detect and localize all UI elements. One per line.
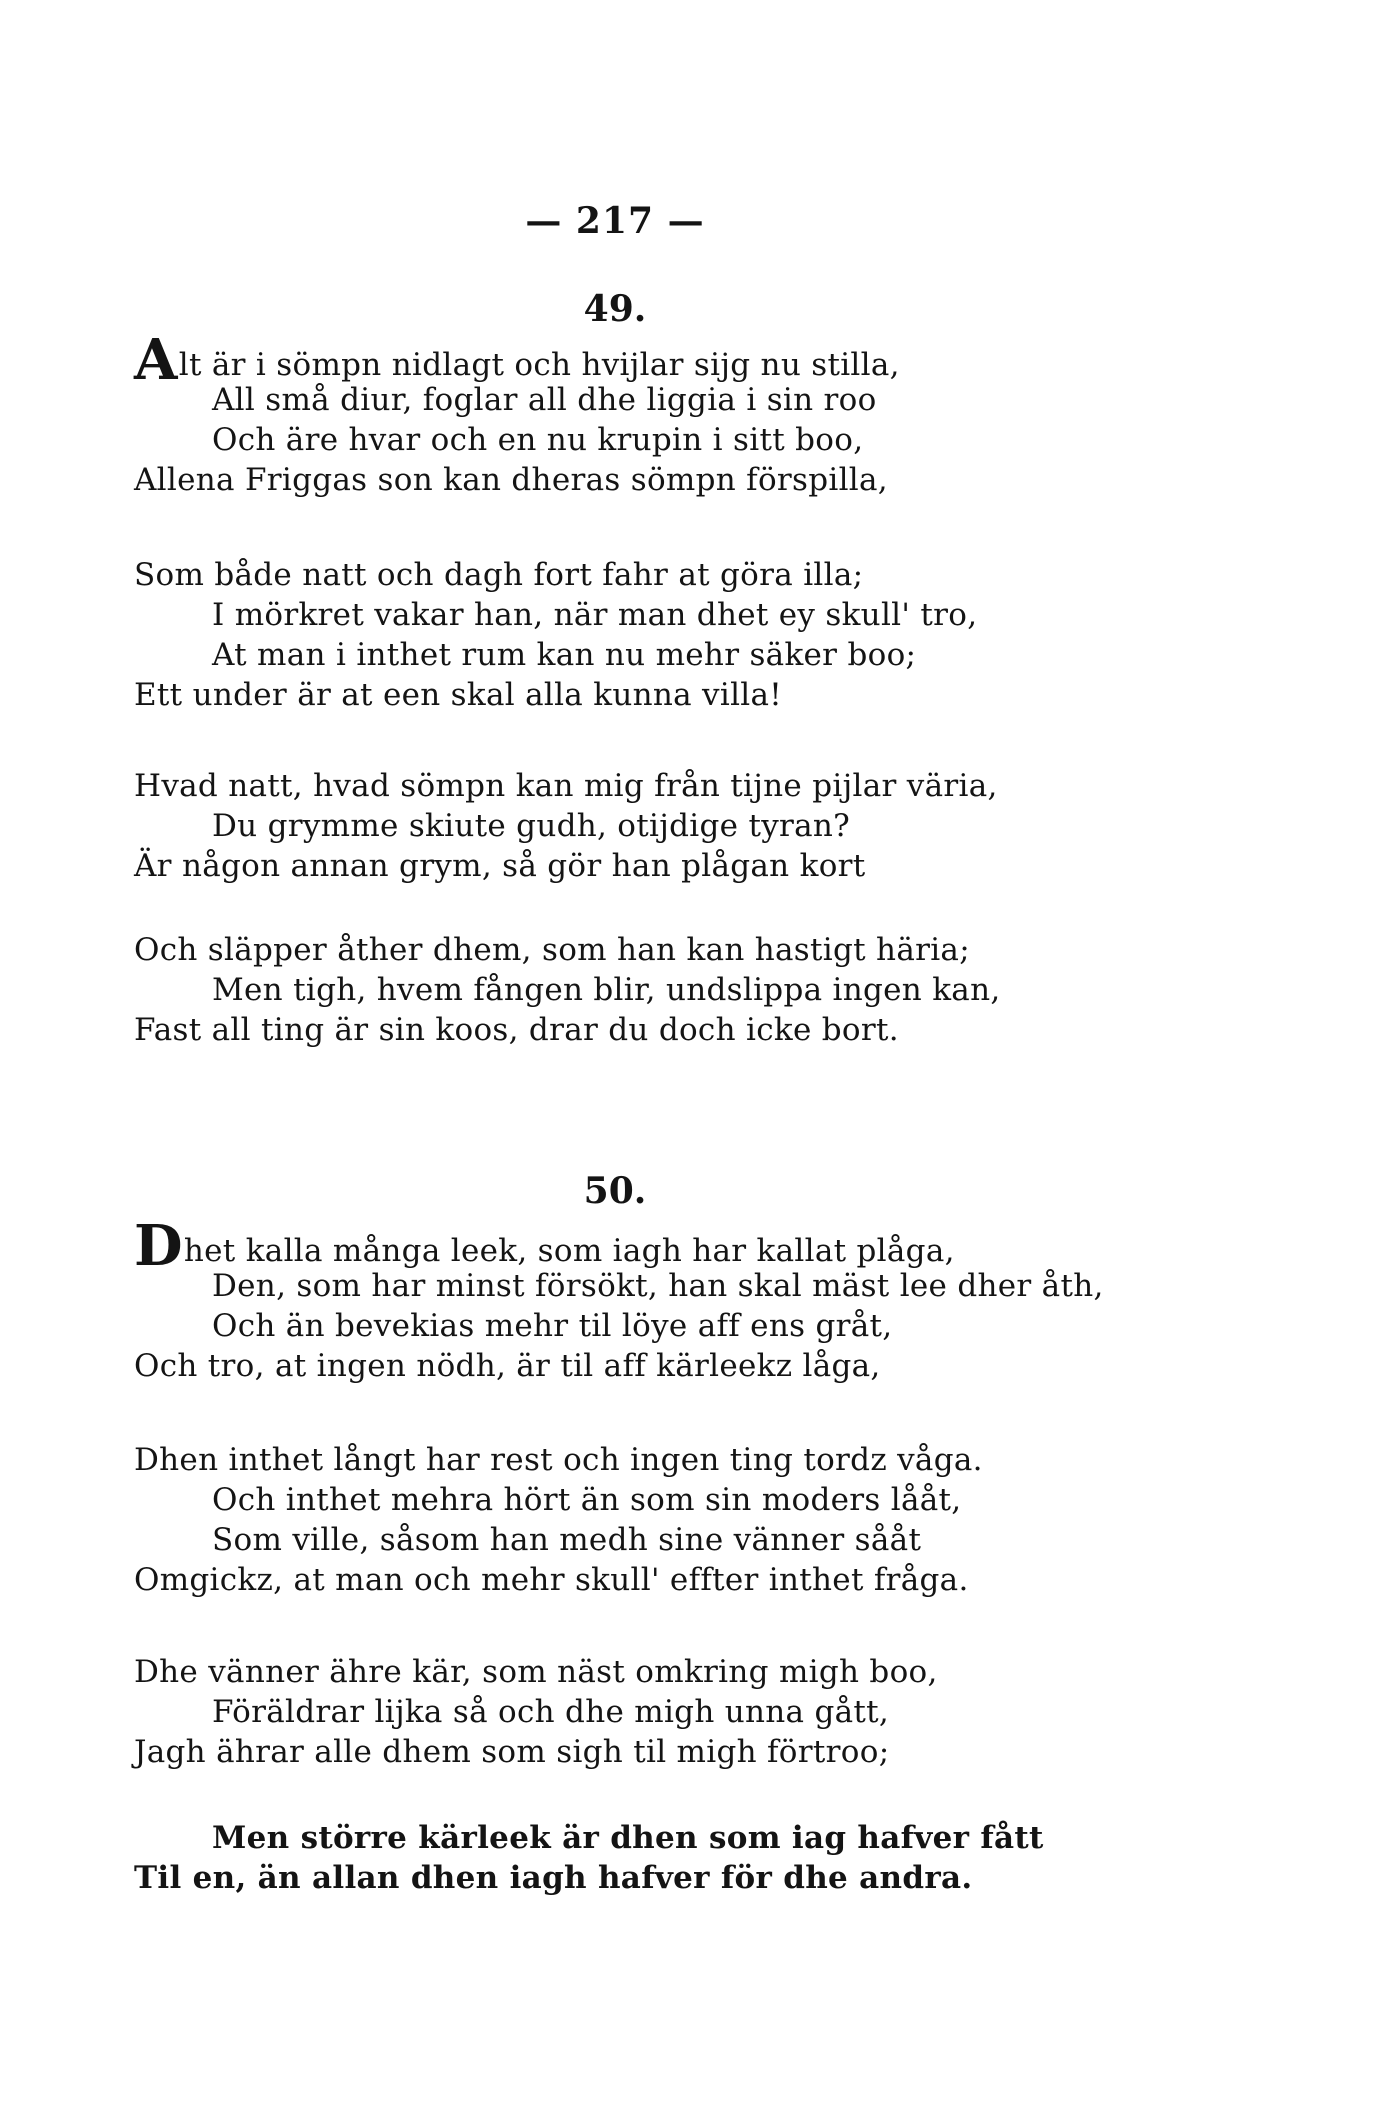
poem-line: Dhe vänner ähre kär, som näst omkring migh boo, — [134, 1654, 938, 1690]
drop-initial: D — [134, 1213, 183, 1279]
poem-line: Och tro, at ingen nödh, är til aff kärleekz låga, — [134, 1348, 881, 1384]
poem-line: Och inthet mehra hört än som sin moders lååt, — [212, 1482, 962, 1518]
poem-line: Och än bevekias mehr til löye aff ens gråt, — [212, 1308, 893, 1344]
poem-line: Dhen inthet långt har rest och ingen ting tordz våga. — [134, 1442, 983, 1478]
page-number: — 217 — — [525, 200, 705, 242]
poem-line: Föräldrar lijka så och dhe migh unna gått, — [212, 1694, 890, 1730]
poem-number-49: 49. — [583, 288, 647, 330]
poem-line: Hvad natt, hvad sömpn kan mig från tijne pijlar väria, — [134, 768, 998, 804]
poem-line: Omgickz, at man och mehr skull' effter inthet fråga. — [134, 1562, 969, 1598]
poem-line: All små diur, foglar all dhe liggia i sin roo — [212, 382, 877, 418]
poem-line: Du grymme skiute gudh, otijdige tyran? — [212, 808, 851, 844]
poem-line: Allena Friggas son kan dheras sömpn förspilla, — [134, 462, 888, 498]
poem-line: Men tigh, hvem fången blir, undslippa ingen kan, — [212, 972, 1001, 1008]
poem-line: Jagh ährar alle dhem som sigh til migh förtroo; — [134, 1734, 890, 1770]
drop-initial: A — [134, 327, 178, 393]
poem-line: Men större kärleek är dhen som iag hafver fått — [212, 1820, 1044, 1856]
poem-line: Den, som har minst försökt, han skal mäst lee dher åth, — [212, 1268, 1104, 1304]
poem-line: Fast all ting är sin koos, drar du doch icke bort. — [134, 1012, 899, 1048]
poem-line: Til en, än allan dhen iagh hafver för dhe andra. — [134, 1860, 973, 1896]
poem-number-50: 50. — [583, 1170, 647, 1212]
poem-line: Och äre hvar och en nu krupin i sitt boo, — [212, 422, 864, 458]
poem-line: Som både natt och dagh fort fahr at göra illa; — [134, 557, 864, 593]
poem-line: Är någon annan grym, så gör han plågan kort — [134, 848, 866, 884]
poem-line: Dhet kalla många leek, som iagh har kallat plåga, — [134, 1213, 955, 1279]
poem-line: Som ville, såsom han medh sine vänner sååt — [212, 1522, 922, 1558]
poem-line: Ett under är at een skal alla kunna villa! — [134, 677, 783, 713]
poem-line: At man i inthet rum kan nu mehr säker boo; — [212, 637, 917, 673]
poem-line: I mörkret vakar han, när man dhet ey skull' tro, — [212, 597, 978, 633]
poem-line: Alt är i sömpn nidlagt och hvijlar sijg nu stilla, — [134, 327, 900, 393]
poem-line: Och släpper åther dhem, som han kan hastigt häria; — [134, 932, 970, 968]
